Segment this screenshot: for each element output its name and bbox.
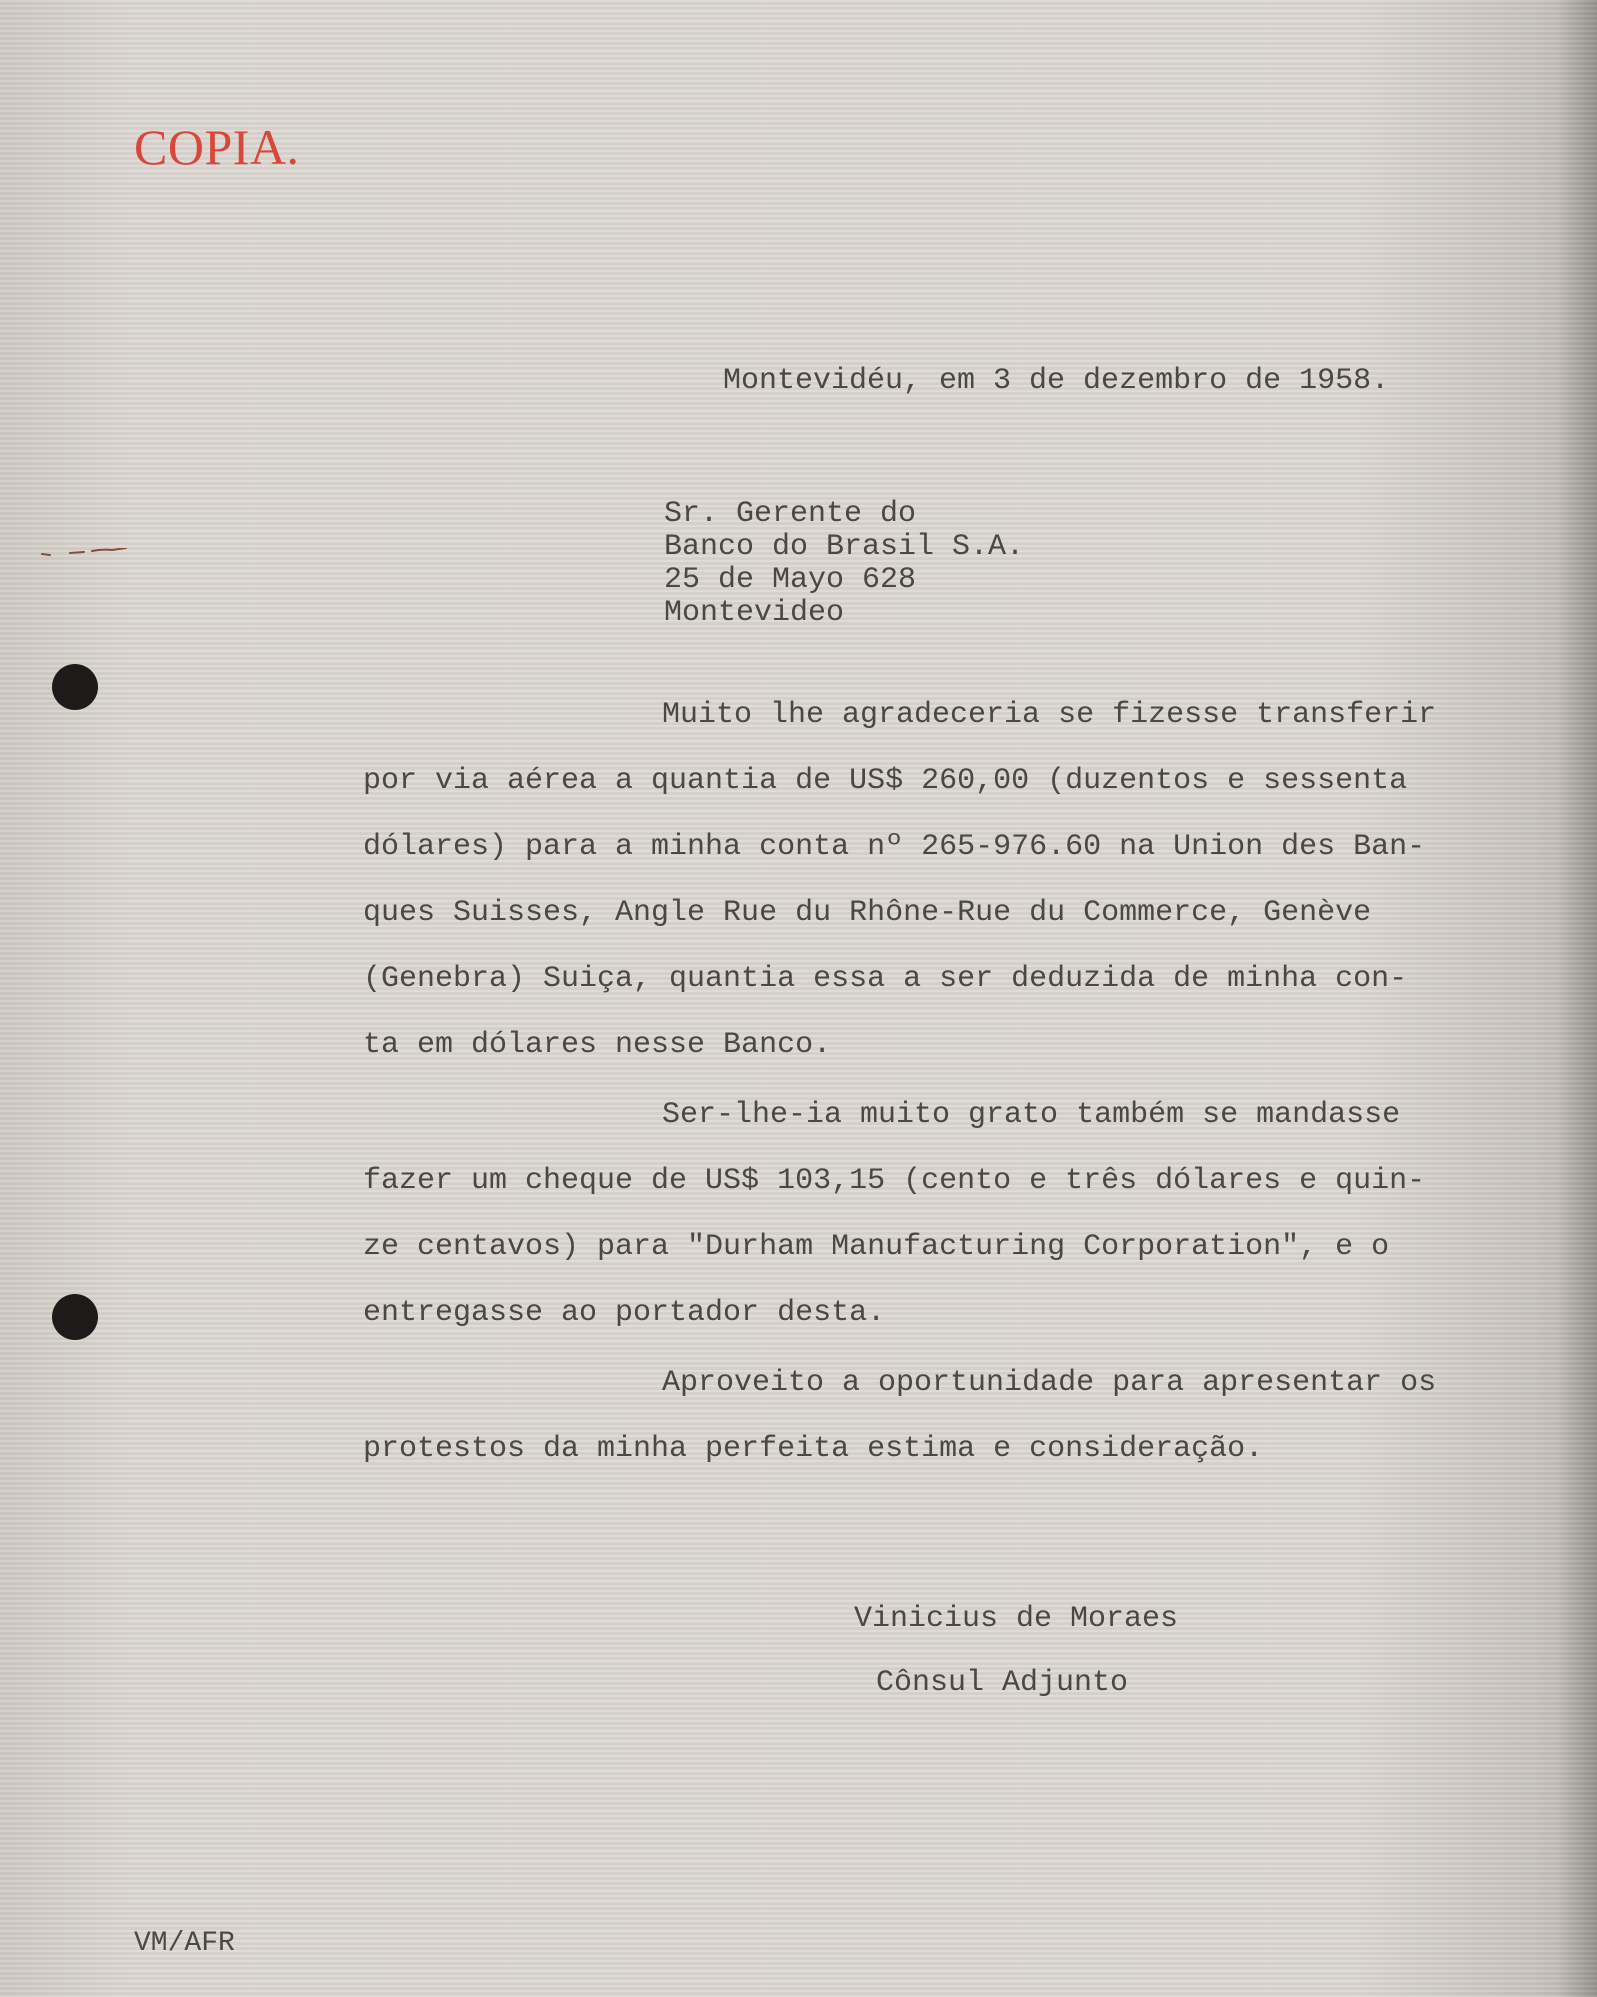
addressee-line: 25 de Mayo 628 bbox=[664, 563, 917, 597]
body-line: fazer um cheque de US$ 103,15 (cento e três dólares e quin- bbox=[363, 1164, 1426, 1198]
body-line: Aproveito a oportunidade para apresentar os bbox=[662, 1366, 1437, 1400]
body-line: por via aérea a quantia de US$ 260,00 (duzentos e sessenta bbox=[363, 764, 1408, 798]
body-line: Muito lhe agradeceria se fizesse transferir bbox=[662, 698, 1437, 732]
addressee-block bbox=[664, 498, 1024, 630]
body-line: ze centavos) para "Durham Manufacturing Corporation", e o bbox=[363, 1230, 1390, 1264]
signature-name: Vinicius de Moraes bbox=[854, 1602, 1179, 1636]
addressee-line: Montevideo bbox=[664, 596, 845, 630]
addressee-line: Sr. Gerente do bbox=[664, 497, 917, 531]
page-edge-shadow bbox=[1557, 0, 1597, 1997]
body-line: (Genebra) Suiça, quantia essa a ser deduzida de minha con- bbox=[363, 962, 1408, 996]
addressee-line: Banco do Brasil S.A. bbox=[664, 530, 1025, 564]
body-line: Ser-lhe-ia muito grato também se mandasse bbox=[662, 1098, 1401, 1132]
body-line: ques Suisses, Angle Rue du Rhône-Rue du Commerce, Genève bbox=[363, 896, 1372, 930]
signature-title: Cônsul Adjunto bbox=[876, 1666, 1129, 1700]
body-line: ta em dólares nesse Banco. bbox=[363, 1028, 832, 1062]
ink-smudge bbox=[40, 548, 128, 558]
punch-hole-top bbox=[52, 664, 98, 710]
body-line: protestos da minha perfeita estima e consideração. bbox=[363, 1432, 1264, 1466]
copia-stamp: COPIA. bbox=[134, 119, 300, 175]
punch-hole-bottom bbox=[52, 1294, 98, 1340]
date-line: Montevidéu, em 3 de dezembro de 1958. bbox=[723, 364, 1390, 398]
typist-initials: VM/AFR bbox=[134, 1928, 235, 1959]
body-line: entregasse ao portador desta. bbox=[363, 1296, 886, 1330]
body-line: dólares) para a minha conta nº 265-976.60 na Union des Ban- bbox=[363, 830, 1426, 864]
